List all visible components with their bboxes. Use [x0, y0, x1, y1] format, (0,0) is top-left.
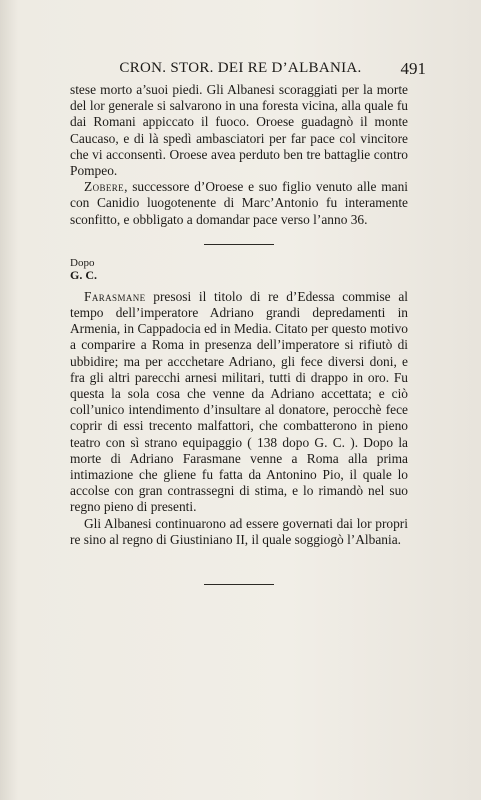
- page-number: 491: [400, 59, 426, 78]
- running-title: CRON. STOR. DEI RE D’ALBANIA.: [119, 60, 362, 76]
- page-body: [70, 82, 408, 585]
- paragraph-4: Gli Albanesi continuarono ad essere governati dai lor propri re sino al regno di Giustiniano II, il quale soggiogò l’Albania.: [70, 515, 408, 547]
- king-name-zobere: Zobere: [84, 179, 125, 195]
- note-dopo: Dopo: [70, 256, 95, 269]
- paragraph-2-text: , successore d’Oroese e suo figlio venuto alle mani con Canidio luogotenente di Marc’Antonio fu interamente sconfitto, e obbligato a domandar pace verso l’anno 36.: [70, 179, 408, 227]
- section-rule: [204, 244, 274, 245]
- paragraph-3: [70, 289, 408, 516]
- page-header: [0, 52, 481, 82]
- note-gc: G. C.: [70, 267, 97, 282]
- end-rule: [204, 584, 274, 585]
- paragraph-2: [70, 179, 408, 228]
- date-margin-note: [70, 257, 408, 281]
- paragraph-3-text: presosi il titolo di re d’Edessa commise al tempo dell’imperatore Adriano grandi depredamenti in Armenia, in Cappadocia ed in Media. Citato per questo motivo a comparire a Roma in presenza dell’imperatore si rifiutò di ubbidire; ma per accchetare Adriano, gli fece diversi doni, e fra gli altri parecchi arnesi militari, tutti di drappo in oro. Fu questa la sola cosa che venne da Adriano accettata; e ciò coll’unico intendimento d’insultare al donatore, perocchè fece coprir di essi trecento malfattori, che combatterono in pieno teatro con sì strano equipaggio ( 138 dopo G. C. ). Dopo la morte di Adriano Farasmane venne a Roma alla prima intimazione che gliene fu fatta da Antonino Pio, il quale lo accolse con gran contrassegni di stima, e lo rimandò nel suo regno pieno di presenti.: [70, 288, 408, 515]
- paragraph-1: stese morto a’suoi piedi. Gli Albanesi scoraggiati per la morte del lor generale si salvarono in una foresta vicina, alla quale fu dai Romani appiccato il fuoco. Oroese guadagnò il monte Caucaso, e di là spedì ambasciatori per far pace col vincitore che vi acconsentì. Oroese avea perduto ben tre battaglie contro Pompeo.: [70, 82, 408, 179]
- king-name-farasmane: Farasmane: [84, 288, 146, 304]
